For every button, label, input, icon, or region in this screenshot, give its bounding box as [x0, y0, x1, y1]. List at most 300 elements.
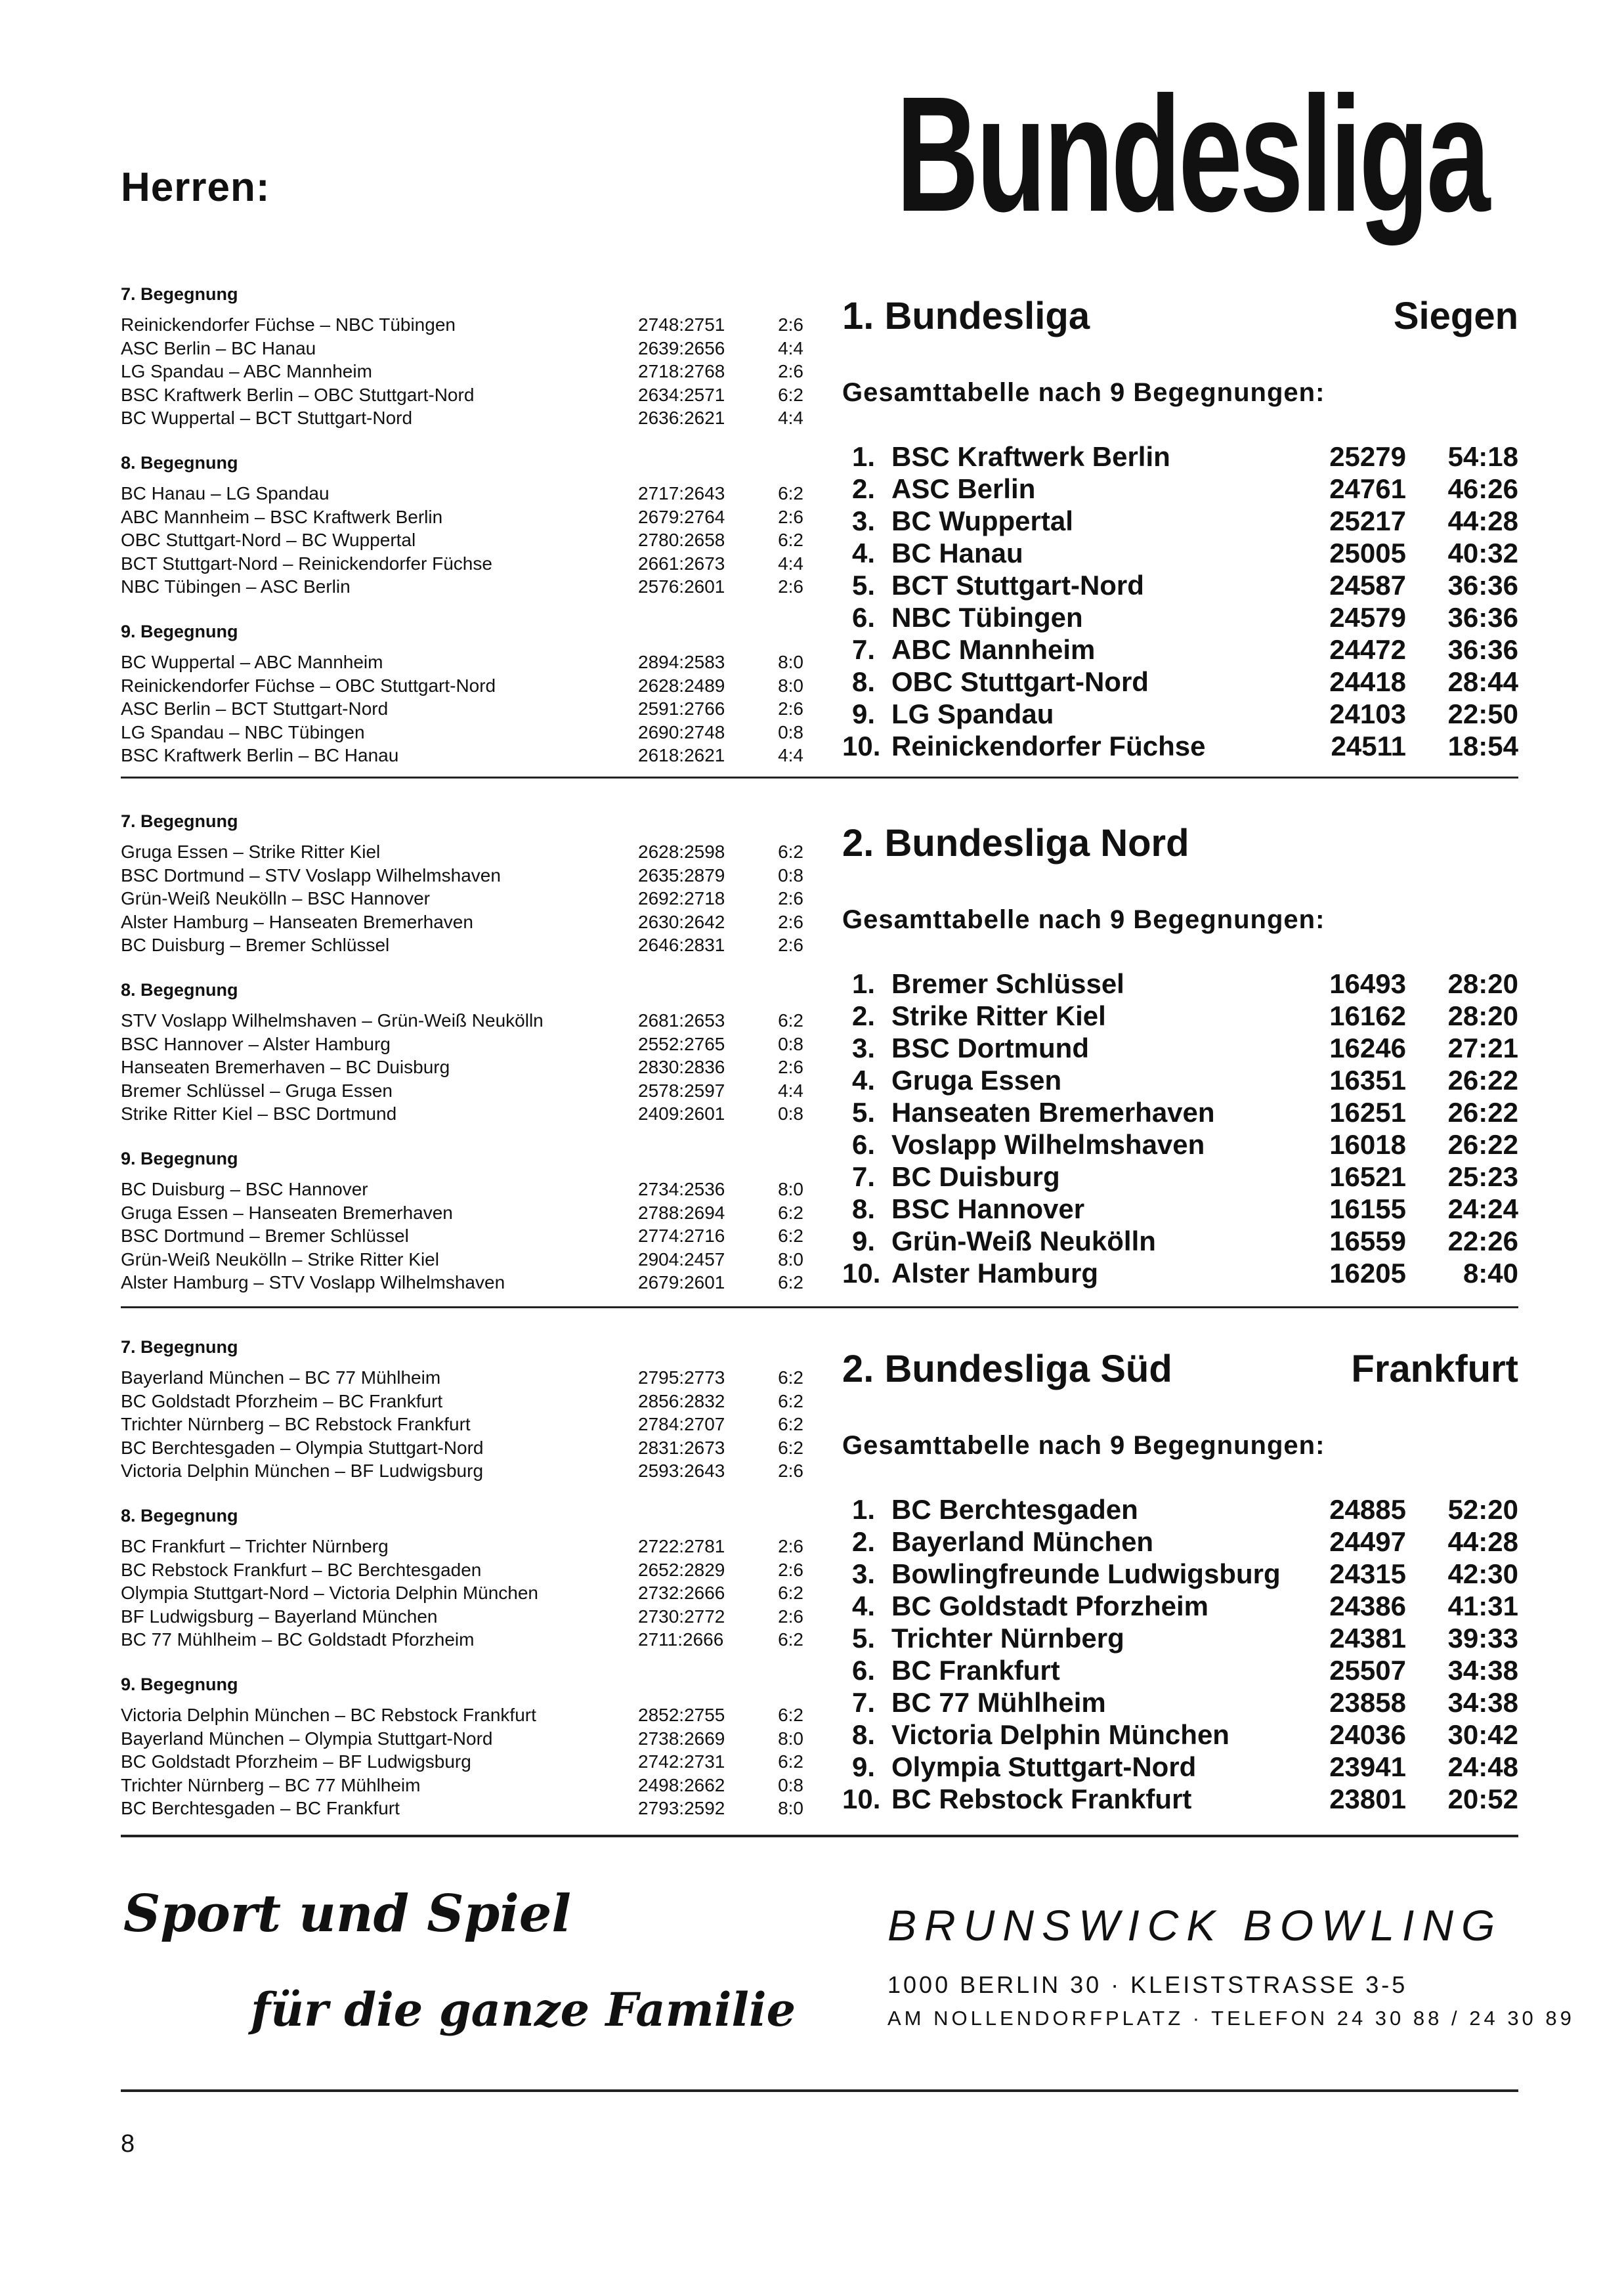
match-pins: 2681:2653	[638, 1010, 725, 1031]
standings-row	[842, 1000, 1518, 1032]
match-pins: 2738:2669	[638, 1728, 725, 1749]
standings-row	[842, 1719, 1518, 1751]
match-pins: 2774:2716	[638, 1226, 725, 1246]
standings-pins: 24103	[1329, 698, 1406, 729]
match-result: 0:8	[778, 1103, 803, 1124]
standings-points: 8:40	[1463, 1258, 1518, 1289]
standings-subtitle: Gesamttabelle nach 9 Begegnungen:	[842, 1431, 1325, 1460]
match-round	[121, 1149, 803, 1294]
match-result: 6:2	[778, 530, 803, 550]
standings-row	[842, 1558, 1518, 1590]
standings-row	[842, 1493, 1518, 1526]
match-row	[121, 744, 803, 767]
match-pins: 2692:2718	[638, 888, 725, 908]
standings-points: 44:28	[1447, 1526, 1518, 1557]
match-pairing: BSC Dortmund – STV Voslapp Wilhelmshaven	[121, 865, 501, 886]
divider	[121, 1835, 1518, 1837]
match-pairing: LG Spandau – ABC Mannheim	[121, 361, 372, 381]
standings-row	[842, 1161, 1518, 1193]
match-pairing: BC Wuppertal – ABC Mannheim	[121, 652, 383, 672]
standings-rank: 1.	[851, 1494, 875, 1525]
match-result: 2:6	[778, 314, 803, 335]
match-row	[121, 1703, 803, 1727]
standings-points: 20:52	[1447, 1783, 1518, 1814]
standings-row	[842, 1751, 1518, 1783]
match-pins: 2576:2601	[638, 576, 725, 597]
standings-rank: 2.	[851, 1526, 875, 1557]
league-title: 1. Bundesliga	[842, 295, 1090, 337]
standings-pins: 25507	[1329, 1655, 1406, 1686]
match-pairing: Bremer Schlüssel – Gruga Essen	[121, 1080, 393, 1101]
standings-row	[842, 1032, 1518, 1064]
match-pins: 2732:2666	[638, 1583, 725, 1603]
standings-pins: 16155	[1329, 1193, 1406, 1224]
match-row	[121, 933, 803, 957]
match-result: 2:6	[778, 506, 803, 527]
match-pins: 2711:2666	[638, 1629, 724, 1650]
match-pairing: LG Spandau – NBC Tübingen	[121, 721, 365, 742]
standings-table	[842, 968, 1518, 1289]
match-row	[121, 1727, 803, 1751]
match-row	[121, 721, 803, 744]
match-row	[121, 1056, 803, 1079]
standings-points: 42:30	[1447, 1558, 1518, 1589]
match-row	[121, 552, 803, 576]
standings-row	[842, 968, 1518, 1000]
match-pins: 2795:2773	[638, 1367, 725, 1388]
league-venue: Frankfurt	[1351, 1348, 1518, 1390]
match-pairing: Victoria Delphin München – BF Ludwigsburg	[121, 1461, 484, 1481]
match-result: 8:0	[778, 675, 803, 696]
match-round	[121, 622, 803, 767]
standings-pins: 24885	[1329, 1494, 1406, 1525]
standings-rank: 6.	[851, 1655, 875, 1686]
match-pairing: Grün-Weiß Neukölln – Strike Ritter Kiel	[121, 1249, 439, 1270]
standings-row	[842, 1686, 1518, 1719]
match-pins: 2730:2772	[638, 1606, 725, 1627]
match-pins: 2742:2731	[638, 1751, 725, 1772]
standings-row	[842, 1622, 1518, 1654]
round-heading: 9. Begegnung	[121, 622, 238, 641]
match-result: 2:6	[778, 1057, 803, 1077]
match-pins: 2784:2707	[638, 1414, 725, 1434]
match-row	[121, 840, 803, 864]
match-pairing: Olympia Stuttgart-Nord – Victoria Delphin München	[121, 1583, 539, 1603]
standings-pins: 16521	[1329, 1161, 1406, 1192]
match-pins: 2894:2583	[638, 652, 725, 672]
match-result: 6:2	[778, 1629, 803, 1650]
match-row	[121, 1750, 803, 1774]
match-result: 2:6	[778, 935, 803, 955]
match-pins: 2635:2879	[638, 865, 725, 886]
standings-pins: 23858	[1329, 1687, 1406, 1718]
match-result: 2:6	[778, 1461, 803, 1481]
standings-pins: 24381	[1329, 1623, 1406, 1654]
standings-team: LG Spandau	[891, 698, 1054, 729]
match-row	[121, 1033, 803, 1056]
standings-team: BSC Kraftwerk Berlin	[891, 441, 1170, 472]
match-pins: 2780:2658	[638, 530, 725, 550]
match-row	[121, 1628, 803, 1652]
match-row	[121, 528, 803, 552]
match-result: 2:6	[778, 1559, 803, 1580]
match-row	[121, 910, 803, 934]
round-heading: 7. Begegnung	[121, 811, 238, 831]
standings-pins: 16559	[1329, 1226, 1406, 1256]
match-pins: 2578:2597	[638, 1080, 725, 1101]
match-pairing: Reinickendorfer Füchse – NBC Tübingen	[121, 314, 456, 335]
match-pairing: Alster Hamburg – STV Voslapp Wilhelmshaven	[121, 1272, 505, 1292]
standings-team: BC 77 Mühlheim	[891, 1687, 1106, 1718]
match-pairing: BSC Kraftwerk Berlin – BC Hanau	[121, 745, 399, 765]
match-pairing: BC Berchtesgaden – BC Frankfurt	[121, 1798, 400, 1818]
match-row	[121, 1436, 803, 1460]
standings-team: Trichter Nürnberg	[891, 1623, 1124, 1654]
match-pairing: Trichter Nürnberg – BC Rebstock Frankfurt	[121, 1414, 471, 1434]
standings-pins: 24761	[1329, 473, 1406, 504]
standings-points: 24:24	[1447, 1193, 1518, 1224]
standings-pins: 24036	[1329, 1719, 1406, 1750]
match-result: 2:6	[778, 1606, 803, 1627]
match-result: 6:2	[778, 384, 803, 405]
match-result: 6:2	[778, 1437, 803, 1458]
match-round	[121, 980, 803, 1126]
standings-points: 36:36	[1447, 570, 1518, 601]
standings-pins: 24587	[1329, 570, 1406, 601]
divider	[121, 2089, 1518, 2092]
match-row	[121, 674, 803, 698]
standings-pins: 16162	[1329, 1000, 1406, 1031]
divider	[121, 777, 1518, 779]
standings-row	[842, 1193, 1518, 1225]
match-pairing: Gruga Essen – Strike Ritter Kiel	[121, 842, 381, 862]
match-pairing: Strike Ritter Kiel – BSC Dortmund	[121, 1103, 397, 1124]
standings-rank: 3.	[851, 1558, 875, 1589]
standings-points: 26:22	[1447, 1065, 1518, 1096]
standings-row	[842, 1128, 1518, 1161]
match-pairing: ASC Berlin – BCT Stuttgart-Nord	[121, 698, 389, 719]
match-row	[121, 1390, 803, 1413]
match-pins: 2718:2768	[638, 361, 725, 381]
match-row	[121, 1366, 803, 1390]
match-row	[121, 1271, 803, 1294]
match-pairing: Hanseaten Bremerhaven – BC Duisburg	[121, 1057, 450, 1077]
match-pins: 2831:2673	[638, 1437, 725, 1458]
standings-rank: 7.	[851, 1687, 875, 1718]
standings-team: Alster Hamburg	[891, 1258, 1099, 1289]
standings-row	[842, 1654, 1518, 1686]
standings-rank: 2.	[851, 1000, 875, 1031]
match-pins: 2734:2536	[638, 1179, 725, 1199]
standings-points: 18:54	[1447, 731, 1518, 761]
standings-rank: 10.	[842, 731, 881, 761]
standings-rank: 7.	[851, 1161, 875, 1192]
match-result: 6:2	[778, 1751, 803, 1772]
match-pairing: Victoria Delphin München – BC Rebstock Frankfurt	[121, 1705, 536, 1725]
round-heading: 8. Begegnung	[121, 1506, 238, 1526]
match-pairing: BC Goldstadt Pforzheim – BC Frankfurt	[121, 1390, 443, 1411]
standings-pins: 16351	[1329, 1065, 1406, 1096]
standings-rank: 5.	[851, 570, 875, 601]
page-number: 8	[121, 2130, 135, 2158]
standings-rank: 10.	[842, 1258, 881, 1289]
match-result: 2:6	[778, 361, 803, 381]
league-title: 2. Bundesliga Nord	[842, 822, 1189, 865]
standings-points: 39:33	[1447, 1623, 1518, 1654]
match-result: 0:8	[778, 1033, 803, 1054]
standings-rank: 8.	[851, 1193, 875, 1224]
match-pins: 2904:2457	[638, 1249, 725, 1270]
match-result: 6:2	[778, 1583, 803, 1603]
match-result: 4:4	[778, 553, 803, 574]
standings-rank: 10.	[842, 1783, 881, 1814]
standings-team: Strike Ritter Kiel	[891, 1000, 1106, 1031]
match-pairing: BC 77 Mühlheim – BC Goldstadt Pforzheim	[121, 1629, 475, 1650]
round-heading: 8. Begegnung	[121, 453, 238, 473]
match-pairing: OBC Stuttgart-Nord – BC Wuppertal	[121, 530, 416, 550]
standings-rank: 9.	[851, 1751, 875, 1782]
standings-rank: 2.	[851, 473, 875, 504]
standings-points: 24:48	[1447, 1751, 1518, 1782]
standings-rank: 5.	[851, 1097, 875, 1128]
match-result: 0:8	[778, 865, 803, 886]
match-pairing: Bayerland München – BC 77 Mühlheim	[121, 1367, 441, 1388]
standings-row	[842, 537, 1518, 569]
standings-team: Bayerland München	[891, 1526, 1154, 1557]
standings-pins: 24315	[1329, 1558, 1406, 1589]
standings-rank: 6.	[851, 602, 875, 633]
match-pairing: ABC Mannheim – BSC Kraftwerk Berlin	[121, 506, 443, 527]
match-pins: 2630:2642	[638, 911, 725, 932]
match-pairing: NBC Tübingen – ASC Berlin	[121, 576, 351, 597]
match-pairing: BC Rebstock Frankfurt – BC Berchtesgaden	[121, 1559, 482, 1580]
match-pins: 2618:2621	[638, 745, 725, 765]
match-result: 8:0	[778, 1179, 803, 1199]
standings-team: Hanseaten Bremerhaven	[891, 1097, 1215, 1128]
standings-row	[842, 1096, 1518, 1128]
match-pairing: Trichter Nürnberg – BC 77 Mühlheim	[121, 1774, 421, 1795]
standings-team: BC Rebstock Frankfurt	[891, 1783, 1192, 1814]
match-pairing: Grün-Weiß Neukölln – BSC Hannover	[121, 888, 431, 908]
standings-points: 26:22	[1447, 1129, 1518, 1160]
standings-points: 28:20	[1447, 1000, 1518, 1031]
ad-slogan-line2: für die ganze Familie	[251, 1982, 796, 2037]
match-pairing: Alster Hamburg – Hanseaten Bremerhaven	[121, 911, 473, 932]
match-result: 6:2	[778, 1202, 803, 1223]
match-row	[121, 1248, 803, 1271]
standings-team: BC Goldstadt Pforzheim	[891, 1591, 1209, 1621]
match-row	[121, 1102, 803, 1126]
match-row	[121, 697, 803, 721]
match-pairing: Reinickendorfer Füchse – OBC Stuttgart-Nord	[121, 675, 496, 696]
standings-row	[842, 1257, 1518, 1289]
standings-rank: 9.	[851, 1226, 875, 1256]
standings-rank: 1.	[851, 441, 875, 472]
standings-points: 28:20	[1447, 968, 1518, 999]
match-pins: 2830:2836	[638, 1057, 725, 1077]
standings-rank: 3.	[851, 505, 875, 536]
match-row	[121, 1535, 803, 1558]
standings-pins: 16246	[1329, 1033, 1406, 1063]
match-row	[121, 1413, 803, 1436]
standings-points: 36:36	[1447, 602, 1518, 633]
standings-rank: 4.	[851, 1065, 875, 1096]
standings-pins: 24497	[1329, 1526, 1406, 1557]
match-result: 0:8	[778, 721, 803, 742]
standings-team: ABC Mannheim	[891, 634, 1096, 665]
standings-team: BSC Dortmund	[891, 1033, 1089, 1063]
standings-subtitle: Gesamttabelle nach 9 Begegnungen:	[842, 905, 1325, 934]
match-pins: 2593:2643	[638, 1461, 725, 1481]
standings-points: 54:18	[1447, 441, 1518, 472]
match-pins: 2646:2831	[638, 935, 725, 955]
match-pins: 2628:2598	[638, 842, 725, 862]
standings-team: NBC Tübingen	[891, 602, 1083, 633]
match-pairing: BCT Stuttgart-Nord – Reinickendorfer Füchse	[121, 553, 492, 574]
standings-row	[842, 698, 1518, 730]
match-result: 8:0	[778, 1728, 803, 1749]
standings-pins: 25217	[1329, 505, 1406, 536]
standings-team: Grün-Weiß Neukölln	[891, 1226, 1156, 1256]
standings-points: 36:36	[1447, 634, 1518, 665]
standings-team: BCT Stuttgart-Nord	[891, 570, 1144, 601]
match-pins: 2634:2571	[638, 384, 725, 405]
match-pins: 2639:2656	[638, 337, 725, 358]
match-result: 0:8	[778, 1774, 803, 1795]
standings-rank: 7.	[851, 634, 875, 665]
match-pins: 2722:2781	[638, 1536, 725, 1556]
standings-row	[842, 1526, 1518, 1558]
standings-team: Gruga Essen	[891, 1065, 1062, 1096]
standings-row	[842, 1225, 1518, 1257]
standings-points: 34:38	[1447, 1655, 1518, 1686]
standings-rank: 4.	[851, 1591, 875, 1621]
standings-pins: 23801	[1329, 1783, 1406, 1814]
standings-pins: 16493	[1329, 968, 1406, 999]
page-title: Bundesliga	[896, 62, 1488, 246]
ad-address-line2: AM NOLLENDORFPLATZ · TELEFON 24 30 88 / 24 30 89	[887, 2007, 1575, 2030]
match-pairing: ASC Berlin – BC Hanau	[121, 337, 316, 358]
match-result: 2:6	[778, 1536, 803, 1556]
standings-rank: 4.	[851, 538, 875, 568]
standings-pins: 25279	[1329, 441, 1406, 472]
match-row	[121, 1178, 803, 1201]
match-pins: 2856:2832	[638, 1390, 725, 1411]
standings-pins: 16018	[1329, 1129, 1406, 1160]
match-result: 8:0	[778, 1249, 803, 1270]
standings-pins: 16205	[1329, 1258, 1406, 1289]
standings-rank: 9.	[851, 698, 875, 729]
standings-rank: 6.	[851, 1129, 875, 1160]
match-pairing: STV Voslapp Wilhelmshaven – Grün-Weiß Neukölln	[121, 1010, 544, 1031]
standings-points: 52:20	[1447, 1494, 1518, 1525]
standings-points: 22:26	[1447, 1226, 1518, 1256]
match-pins: 2409:2601	[638, 1103, 725, 1124]
match-pairing: BSC Dortmund – Bremer Schlüssel	[121, 1226, 409, 1246]
standings-points: 40:32	[1447, 538, 1518, 568]
standings-row	[842, 569, 1518, 601]
standings-team: Victoria Delphin München	[891, 1719, 1229, 1750]
standings-row	[842, 1783, 1518, 1815]
match-result: 4:4	[778, 337, 803, 358]
standings-row	[842, 1590, 1518, 1622]
match-row	[121, 1009, 803, 1033]
match-row	[121, 887, 803, 910]
standings-team: Bremer Schlüssel	[891, 968, 1124, 999]
match-row	[121, 1605, 803, 1629]
match-row	[121, 651, 803, 674]
standings-pins: 23941	[1329, 1751, 1406, 1782]
match-pairing: BC Goldstadt Pforzheim – BF Ludwigsburg	[121, 1751, 471, 1772]
match-row	[121, 1201, 803, 1225]
match-pins: 2636:2621	[638, 408, 725, 428]
standings-points: 22:50	[1447, 698, 1518, 729]
standings-pins: 24386	[1329, 1591, 1406, 1621]
match-result: 4:4	[778, 1080, 803, 1101]
match-result: 6:2	[778, 1414, 803, 1434]
standings-team: ASC Berlin	[891, 473, 1036, 504]
match-row	[121, 1581, 803, 1605]
match-pins: 2690:2748	[638, 721, 725, 742]
standings-rank: 3.	[851, 1033, 875, 1063]
match-row	[121, 1459, 803, 1483]
standings-points: 26:22	[1447, 1097, 1518, 1128]
standings-subtitle: Gesamttabelle nach 9 Begegnungen:	[842, 378, 1325, 407]
round-heading: 8. Begegnung	[121, 980, 238, 1000]
match-pins: 2591:2766	[638, 698, 725, 719]
standings-row	[842, 730, 1518, 762]
standings-row	[842, 601, 1518, 633]
standings-row	[842, 633, 1518, 666]
match-pairing: BC Frankfurt – Trichter Nürnberg	[121, 1536, 389, 1556]
standings-points: 25:23	[1447, 1161, 1518, 1192]
match-pairing: BC Wuppertal – BCT Stuttgart-Nord	[121, 408, 413, 428]
match-pins: 2498:2662	[638, 1774, 725, 1795]
match-result: 6:2	[778, 1272, 803, 1292]
match-result: 2:6	[778, 698, 803, 719]
match-row	[121, 1224, 803, 1248]
match-row	[121, 1797, 803, 1820]
match-result: 4:4	[778, 408, 803, 428]
match-result: 8:0	[778, 1798, 803, 1818]
match-row	[121, 864, 803, 887]
standings-points: 30:42	[1447, 1719, 1518, 1750]
match-pairing: BSC Kraftwerk Berlin – OBC Stuttgart-Nord	[121, 384, 475, 405]
standings-team: OBC Stuttgart-Nord	[891, 666, 1149, 697]
match-pins: 2788:2694	[638, 1202, 725, 1223]
match-result: 6:2	[778, 842, 803, 862]
match-pairing: BSC Hannover – Alster Hamburg	[121, 1033, 391, 1054]
league-title: 2. Bundesliga Süd	[842, 1348, 1172, 1390]
ad-address-line1: 1000 BERLIN 30 · KLEISTSTRASSE 3-5	[887, 1971, 1408, 1998]
standings-rank: 8.	[851, 666, 875, 697]
standings-team: BC Duisburg	[891, 1161, 1060, 1192]
standings-table	[842, 1493, 1518, 1815]
match-result: 2:6	[778, 888, 803, 908]
round-heading: 9. Begegnung	[121, 1675, 238, 1694]
match-result: 8:0	[778, 652, 803, 672]
match-result: 2:6	[778, 576, 803, 597]
standings-rank: 8.	[851, 1719, 875, 1750]
match-row	[121, 1079, 803, 1103]
section-heading-herren: Herren:	[121, 165, 270, 210]
round-heading: 7. Begegnung	[121, 284, 238, 304]
standings-pins: 24511	[1331, 731, 1406, 761]
match-result: 6:2	[778, 1390, 803, 1411]
standings-team: BC Berchtesgaden	[891, 1494, 1138, 1525]
match-pairing: BC Duisburg – Bremer Schlüssel	[121, 935, 390, 955]
match-pins: 2793:2592	[638, 1798, 725, 1818]
